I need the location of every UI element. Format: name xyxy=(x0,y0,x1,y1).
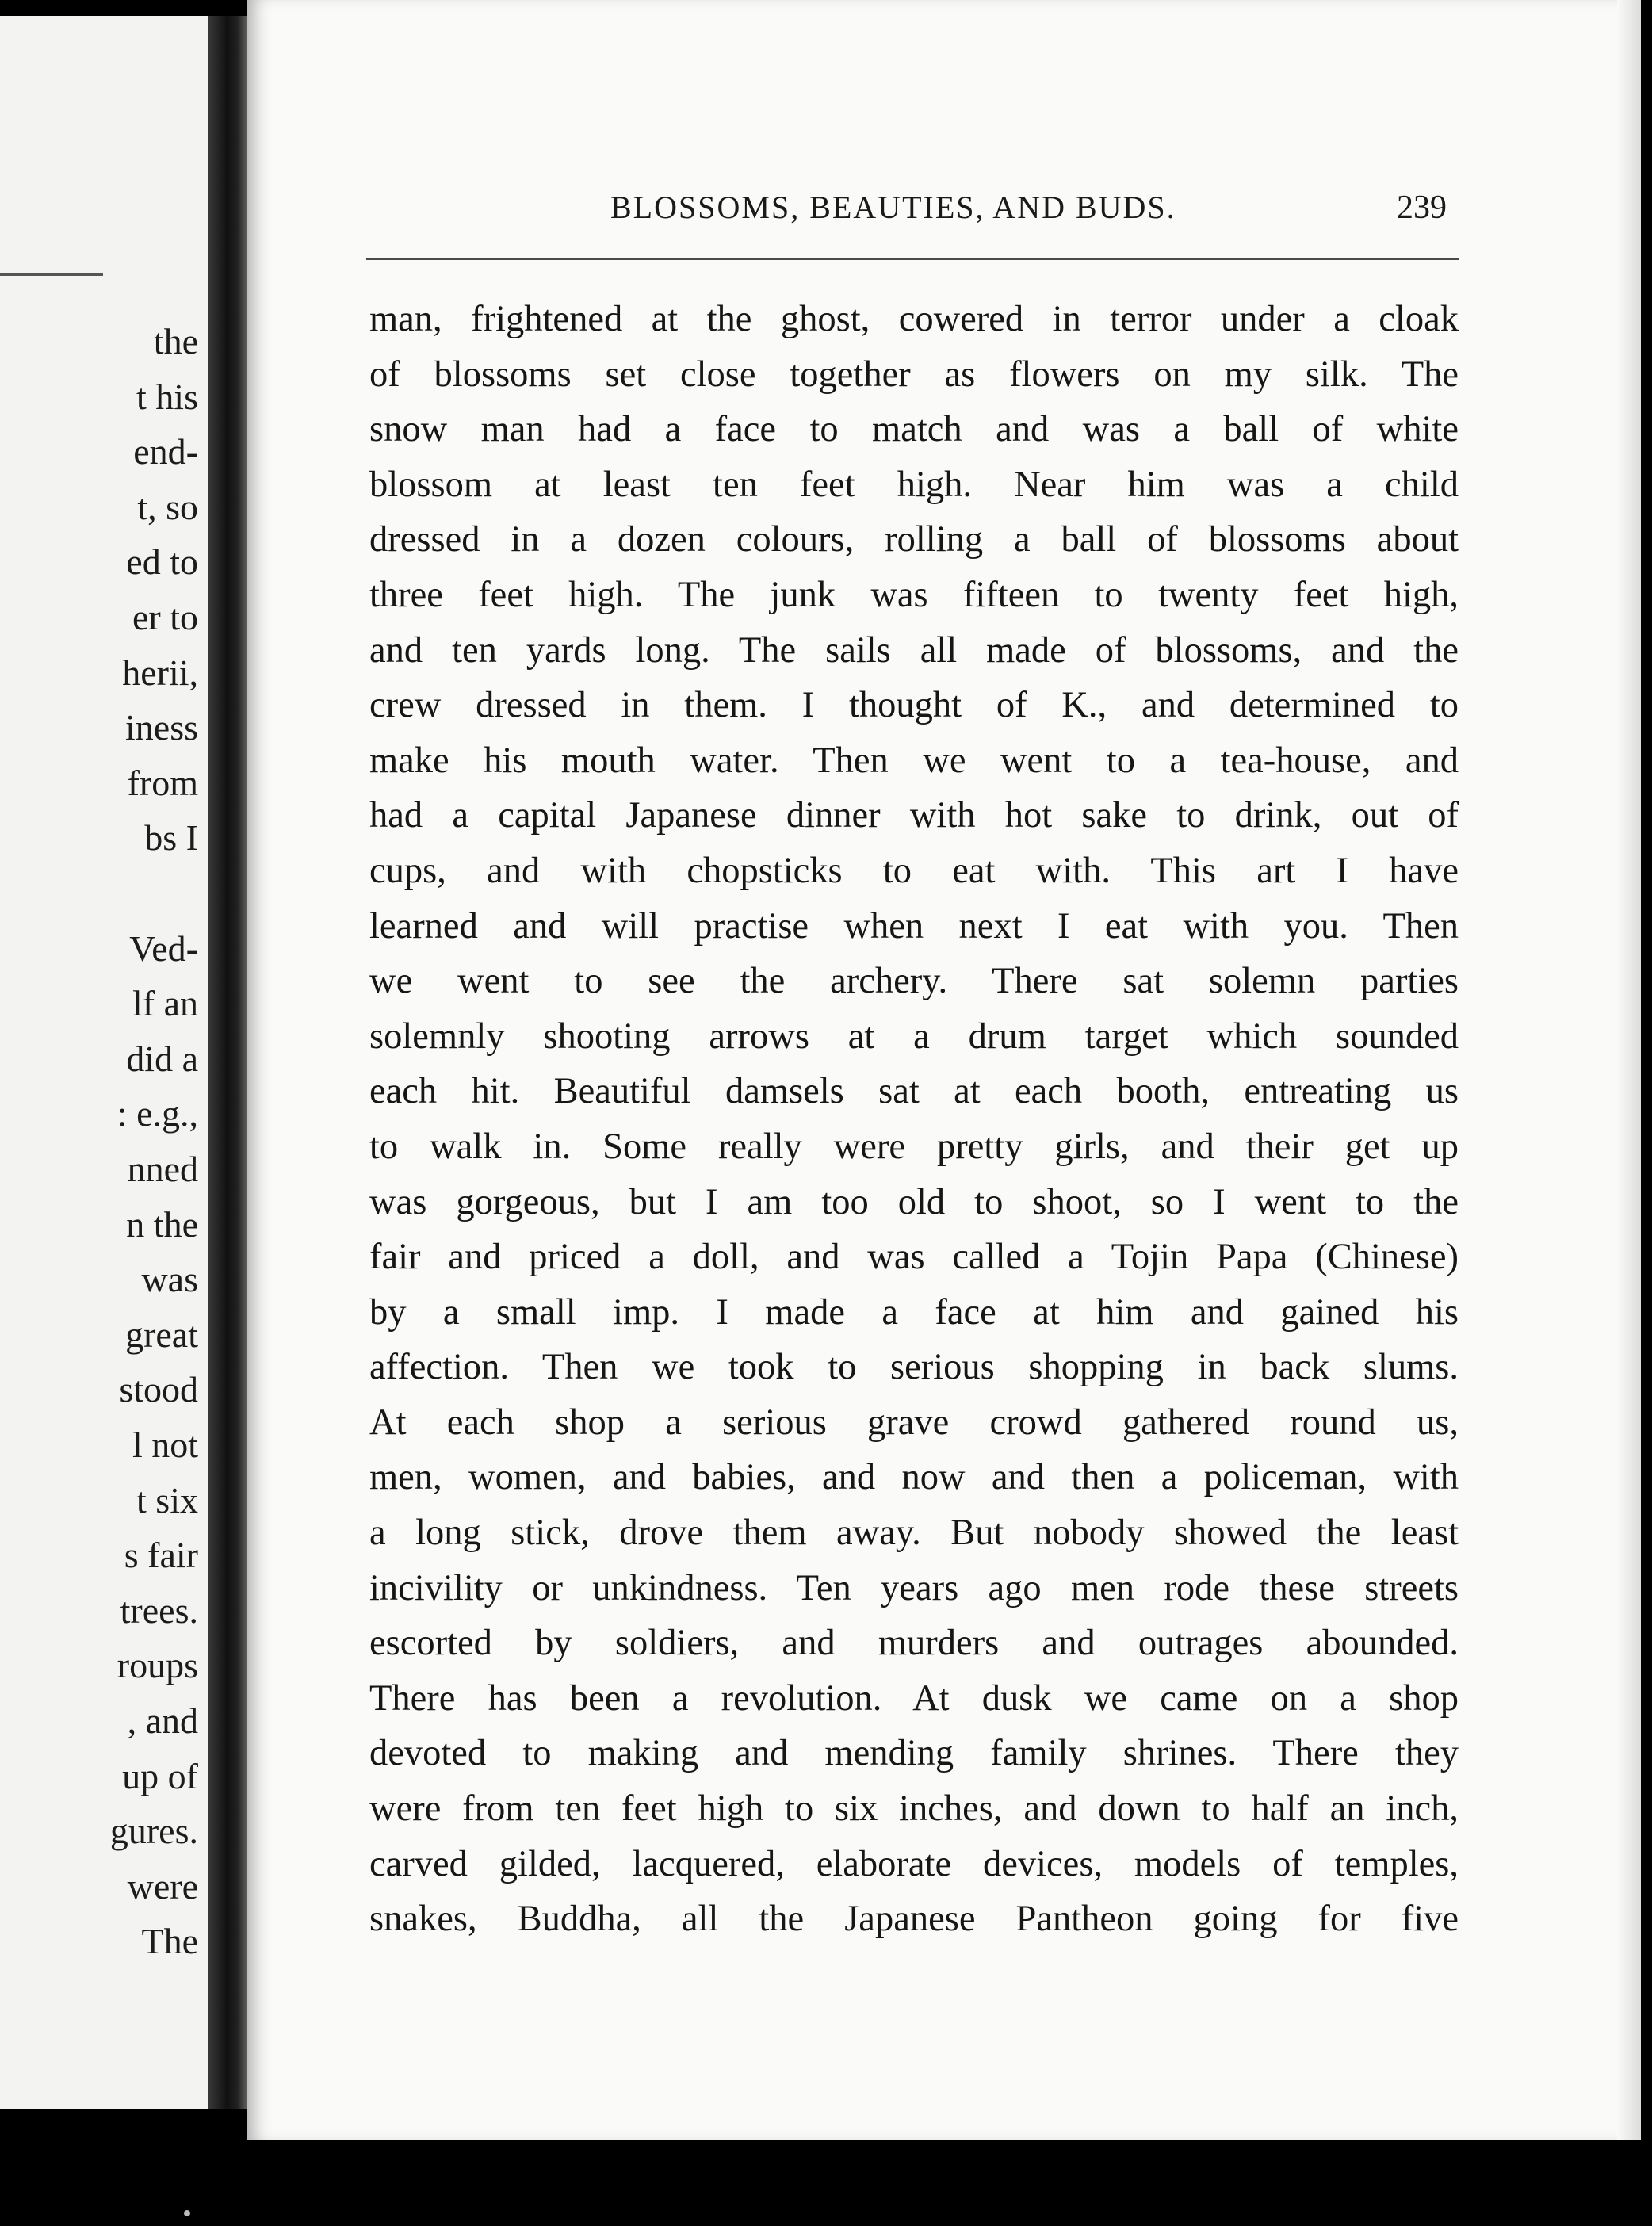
left-page-line-fragment: trees. xyxy=(120,1589,198,1631)
left-page-line-fragment: t, so xyxy=(137,486,198,527)
left-page-line-fragment: end- xyxy=(133,431,198,472)
text-line: escorted by soldiers, and murders and outrages abounded. xyxy=(369,1623,1459,1664)
text-line: crew dressed in them. I thought of K., and determined to xyxy=(369,685,1459,726)
header-rule xyxy=(366,258,1459,260)
book-gutter xyxy=(208,16,250,2109)
text-line: to walk in. Some really were pretty girls, and their get up xyxy=(369,1126,1459,1167)
text-line: make his mouth water. Then we went to a tea-house, and xyxy=(369,740,1459,781)
text-line: carved gilded, lacquered, elaborate devices, models of temples, xyxy=(369,1843,1459,1884)
text-line: man, frightened at the ghost, cowered in terror under a cloak xyxy=(369,299,1459,339)
left-page-line-fragment: up of xyxy=(122,1755,198,1796)
text-line: each hit. Beautiful damsels sat at each booth, entreating us xyxy=(369,1071,1459,1112)
left-page-line-fragment: lf an xyxy=(132,983,198,1024)
left-page-line-fragment: Ved- xyxy=(129,928,198,969)
text-line: by a small imp. I made a face at him and gained his xyxy=(369,1291,1459,1333)
text-line: dressed in a dozen colours, rolling a ball of blossoms about xyxy=(369,519,1459,560)
left-page-line-fragment: : e.g., xyxy=(117,1093,198,1134)
left-page-line-fragment: the xyxy=(153,321,198,361)
text-line: learned and will practise when next I eat with you. Then xyxy=(369,905,1459,947)
left-page-line-fragment: nned xyxy=(127,1149,198,1189)
text-line: of blossoms set close together as flowers on my silk. The xyxy=(369,354,1459,395)
left-page-line-fragment: l not xyxy=(132,1425,198,1465)
body-text xyxy=(369,292,1459,1947)
text-line: was gorgeous, but I am too old to shoot, so I went to the xyxy=(369,1181,1459,1222)
left-page-line-fragment: did a xyxy=(126,1038,198,1079)
left-page-line-fragment: ed to xyxy=(126,541,198,583)
text-line: blossom at least ten feet high. Near him was a child xyxy=(369,464,1459,505)
text-line: snow man had a face to match and was a ball of white xyxy=(369,409,1459,450)
text-line: cups, and with chopsticks to eat with. This art I have xyxy=(369,850,1459,891)
left-page-line-fragment: bs I xyxy=(144,817,198,859)
text-line: solemnly shooting arrows at a drum target which sounded xyxy=(369,1015,1459,1057)
left-page-line-fragment: er to xyxy=(132,597,198,637)
left-page-line-fragment: stood xyxy=(119,1369,198,1410)
text-line: There has been a revolution. At dusk we came on a shop xyxy=(369,1677,1459,1719)
left-page-line-fragment: t his xyxy=(136,376,198,417)
page-edge xyxy=(1617,0,1641,2140)
page-number: 239 xyxy=(1397,189,1447,226)
left-page-line-fragment: s fair xyxy=(124,1535,198,1576)
left-page-line-fragment: great xyxy=(125,1314,198,1355)
left-page-rule xyxy=(0,273,103,276)
text-line: a long stick, drove them away. But nobody showed the least xyxy=(369,1513,1459,1554)
text-line: three feet high. The junk was fifteen to twenty feet high, xyxy=(369,574,1459,615)
text-line: incivility or unkindness. Ten years ago men rode these streets xyxy=(369,1567,1459,1608)
text-line: devoted to making and mending family shrines. There they xyxy=(369,1733,1459,1774)
left-page xyxy=(0,16,212,2109)
left-page-line-fragment: iness xyxy=(125,707,198,748)
text-line: and ten yards long. The sails all made of blossoms, and the xyxy=(369,629,1459,671)
text-line: had a capital Japanese dinner with hot sake to drink, out of xyxy=(369,795,1459,836)
left-page-line-fragment: The xyxy=(141,1921,198,1962)
left-page-line-fragment: were xyxy=(127,1865,198,1907)
left-page-line-fragment: from xyxy=(127,762,198,803)
left-page-line-fragment: roups xyxy=(117,1645,198,1686)
left-page-line-fragment: , and xyxy=(127,1700,198,1741)
text-line: we went to see the archery. There sat solemn parties xyxy=(369,961,1459,1002)
left-page-line-fragment: n the xyxy=(126,1203,198,1245)
scan-speck xyxy=(184,2210,190,2216)
left-page-line-fragment: herii, xyxy=(122,652,198,693)
text-line: snakes, Buddha, all the Japanese Pantheon going for five xyxy=(369,1899,1459,1940)
left-page-line-fragment: gures. xyxy=(109,1811,198,1852)
text-line: fair and priced a doll, and was called a Tojin Papa (Chinese) xyxy=(369,1237,1459,1278)
text-line: At each shop a serious grave crowd gathered round us, xyxy=(369,1402,1459,1443)
left-page-line-fragment: t six xyxy=(136,1479,198,1520)
text-line: were from ten feet high to six inches, and down to half an inch, xyxy=(369,1788,1459,1830)
running-title: BLOSSOMS, BEAUTIES, AND BUDS. xyxy=(610,189,1176,225)
left-page-line-fragment: was xyxy=(141,1259,198,1300)
text-line: affection. Then we took to serious shopping in back slums. xyxy=(369,1347,1459,1388)
text-line: men, women, and babies, and now and then a policeman, with xyxy=(369,1457,1459,1498)
